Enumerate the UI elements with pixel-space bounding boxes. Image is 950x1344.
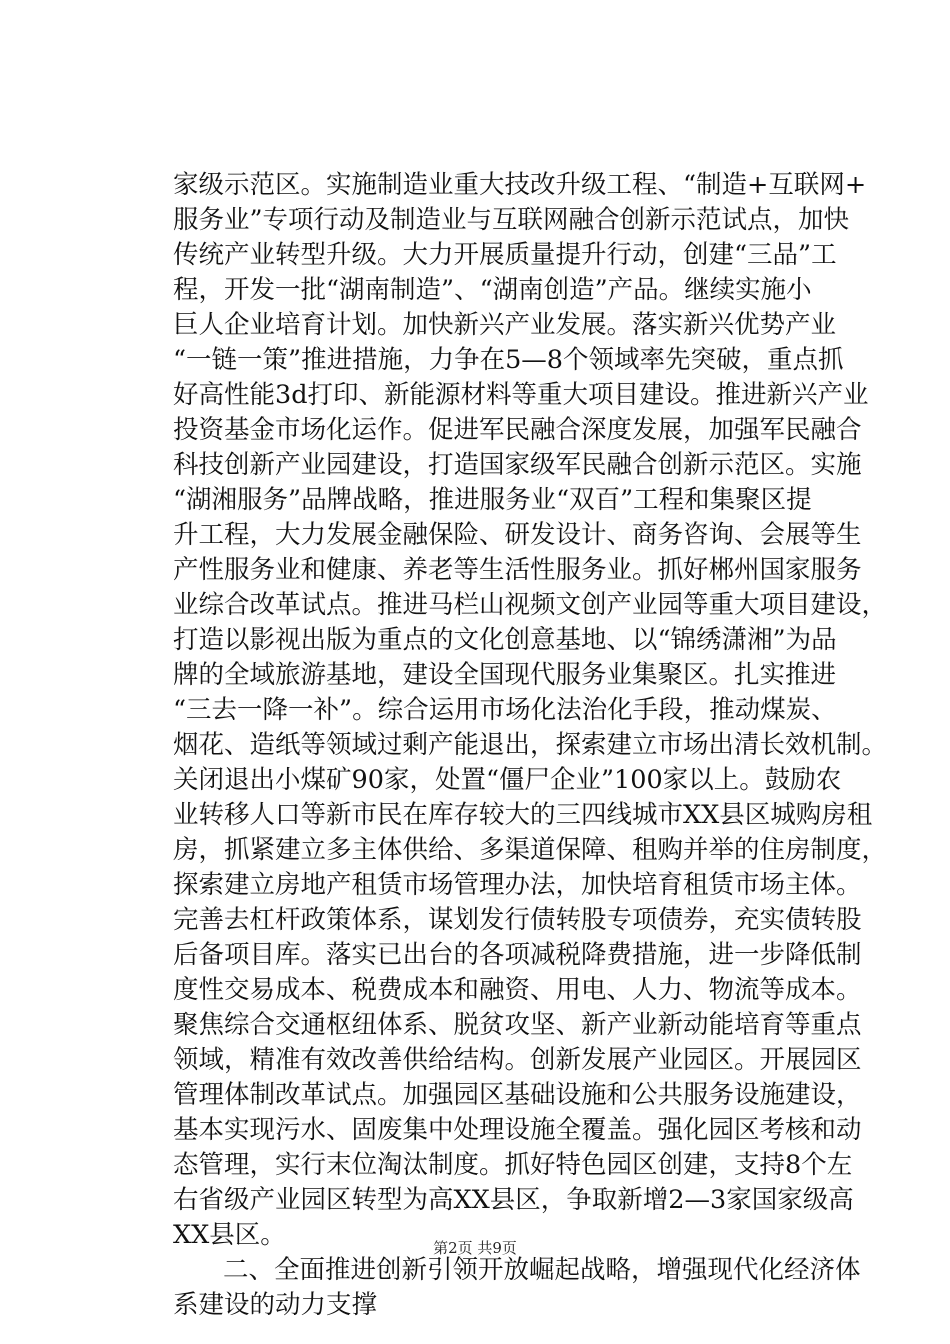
text-line: 右省级产业园区转型为高XX县区，争取新增2—3家国家级高 (173, 1185, 854, 1215)
text-line: XX县区。 (173, 1220, 286, 1250)
text-line: “湖湘服务”品牌战略，推进服务业“双百”工程和集聚区提 (173, 485, 812, 515)
text-line: 业转移人口等新市民在库存较大的三四线城市XX县区城购房租 (173, 800, 873, 830)
text-line: 关闭退出小煤矿90家，处置“僵尸企业”100家以上。鼓励农 (173, 765, 842, 795)
text-line: 探索建立房地产租赁市场管理办法，加快培育租赁市场主体。 (173, 870, 862, 900)
text-line: 服务业”专项行动及制造业与互联网融合创新示范试点，加快 (173, 205, 850, 235)
section-heading-line: 系建设的动力支撑 (173, 1290, 378, 1320)
text-line: 家级示范区。实施制造业重大技改升级工程、“制造+互联网+ (173, 170, 867, 200)
text-line: “三去一降一补”。综合运用市场化法治化手段，推动煤炭、 (173, 695, 837, 725)
text-line: 好高性能3d打印、新能源材料等重大项目建设。推进新兴产业 (173, 380, 869, 410)
text-line: 业综合改革试点。推进马栏山视频文创产业园等重大项目建设， (173, 590, 888, 620)
text-line: 态管理，实行末位淘汰制度。抓好特色园区创建，支持8个左 (173, 1150, 853, 1180)
text-line: “一链一策”推进措施，力争在5—8个领域率先突破，重点抓 (173, 345, 844, 375)
text-line: 投资基金市场化运作。促进军民融合深度发展，加强军民融合 (173, 415, 862, 445)
text-line: 程，开发一批“湖南制造”、“湖南创造”产品。继续实施小 (173, 275, 812, 305)
text-line: 科技创新产业园建设，打造国家级军民融合创新示范区。实施 (173, 450, 862, 480)
text-line: 后备项目库。落实已出台的各项减税降费措施，进一步降低制 (173, 940, 862, 970)
body-text (173, 168, 888, 1323)
text-line: 管理体制改革试点。加强园区基础设施和公共服务设施建设， (173, 1080, 862, 1110)
text-line: 打造以影视出版为重点的文化创意基地、以“锦绣潇湘”为品 (173, 625, 837, 655)
text-line: 领域，精准有效改善供给结构。创新发展产业园区。开展园区 (173, 1045, 862, 1075)
section-heading-line: 二、全面推进创新引领开放崛起战略，增强现代化经济体 (223, 1255, 861, 1285)
text-line: 度性交易成本、税费成本和融资、用电、人力、物流等成本。 (173, 975, 862, 1005)
text-line: 产性服务业和健康、养老等生活性服务业。抓好郴州国家服务 (173, 555, 862, 585)
text-line: 烟花、造纸等领域过剩产能退出，探索建立市场出清长效机制。 (173, 730, 888, 760)
text-line: 传统产业转型升级。大力开展质量提升行动，创建“三品”工 (173, 240, 837, 270)
text-line: 基本实现污水、固废集中处理设施全覆盖。强化园区考核和动 (173, 1115, 862, 1145)
text-line: 聚焦综合交通枢纽体系、脱贫攻坚、新产业新动能培育等重点 (173, 1010, 862, 1040)
text-line: 完善去杠杆政策体系，谋划发行债转股专项债券，充实债转股 (173, 905, 862, 935)
text-line: 升工程，大力发展金融保险、研发设计、商务咨询、会展等生 (173, 520, 862, 550)
text-line: 巨人企业培育计划。加快新兴产业发展。落实新兴优势产业 (173, 310, 837, 340)
text-line: 房，抓紧建立多主体供给、多渠道保障、租购并举的住房制度， (173, 835, 888, 865)
page-number: 第2页 共9页 (433, 1239, 517, 1257)
text-line: 牌的全域旅游基地，建设全国现代服务业集聚区。扎实推进 (173, 660, 837, 690)
